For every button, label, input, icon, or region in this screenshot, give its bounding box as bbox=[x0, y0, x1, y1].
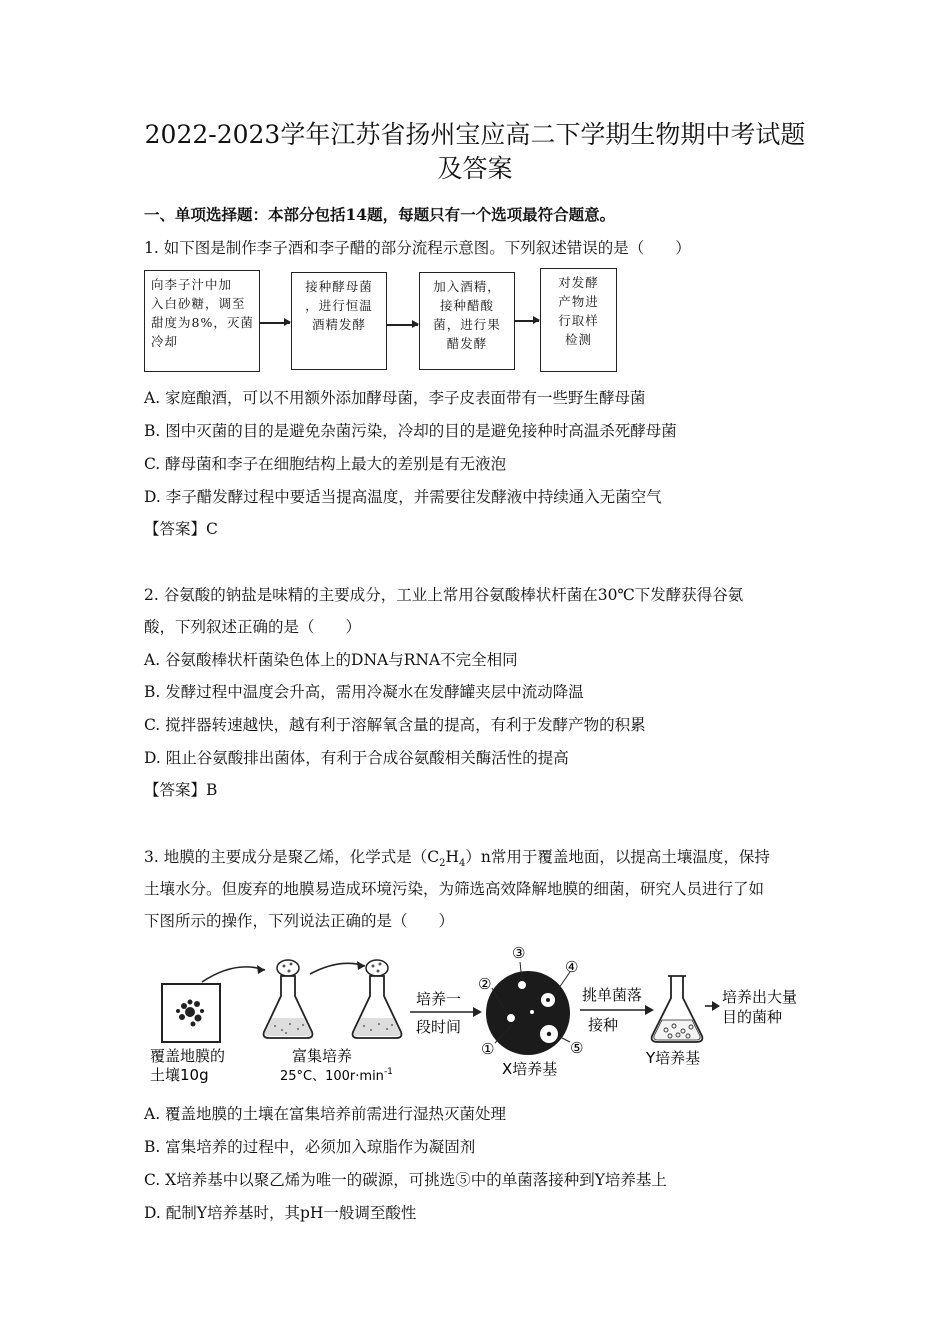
arrow-culture-label-1: 培养一 bbox=[416, 990, 462, 1008]
q2-option-d: D. 阻止谷氨酸排出菌体，有利于合成谷氨酸相关酶活性的提高 bbox=[144, 749, 569, 767]
flow-box-1 bbox=[144, 270, 260, 372]
arrow-culture-label-2: 段时间 bbox=[416, 1018, 462, 1036]
curved-arrow-2 bbox=[310, 963, 365, 974]
condition-superscript: -1 bbox=[383, 1067, 393, 1077]
q1-answer: 【答案】C bbox=[144, 520, 218, 538]
q2-option-c: C. 搅拌器转速越快，越有利于溶解氧含量的提高，有利于发酵产物的积累 bbox=[144, 716, 646, 734]
q3-stem-part: ）n常用于覆盖地面，以提高土壤温度，保持 bbox=[465, 848, 770, 866]
x-medium-label: X培养基 bbox=[502, 1060, 558, 1078]
q1-stem: 1. 如下图是制作李子酒和李子醋的部分流程示意图。下列叙述错误的是（ ） bbox=[144, 239, 691, 257]
flow-box-1-line: 入白砂糖，调至 bbox=[151, 296, 246, 311]
marker-5: ⑤ bbox=[570, 1039, 584, 1057]
flow-box-4-line: 产物进 bbox=[558, 294, 599, 309]
enrichment-label: 富集培养 bbox=[292, 1047, 353, 1065]
condition-value: 25°C、100r·min bbox=[280, 1069, 384, 1084]
q3-option-d: D. 配制Y培养基时，其pH一般调至酸性 bbox=[144, 1204, 417, 1222]
q2-stem-line2: 酸，下列叙述正确的是（ ） bbox=[144, 618, 362, 636]
q3-option-c: C. X培养基中以聚乙烯为唯一的碳源，可挑选⑤中的单菌落接种到Y培养基上 bbox=[144, 1171, 667, 1189]
enrichment-flask-1 bbox=[264, 960, 313, 1038]
flow-box-2-line: ，进行恒温 bbox=[305, 298, 373, 313]
marker-3: ③ bbox=[512, 944, 526, 962]
enrichment-flask-2 bbox=[353, 960, 402, 1038]
flow-box-4-line: 行取样 bbox=[558, 313, 599, 328]
q1-option-d: D. 李子醋发酵过程中要适当提高温度，并需要往发酵液中持续通入无菌空气 bbox=[144, 488, 662, 506]
flow-box-4-line: 对发酵 bbox=[558, 275, 599, 290]
curved-arrow-1 bbox=[202, 967, 265, 982]
q3-stem-line1 bbox=[144, 847, 770, 874]
flow-box-4-line: 检测 bbox=[564, 332, 592, 347]
flow-box-3 bbox=[419, 272, 515, 370]
q3-figure bbox=[140, 940, 820, 1090]
q2-option-a: A. 谷氨酸棒状杆菌染色体上的DNA与RNA不完全相同 bbox=[144, 651, 518, 669]
marker-1: ① bbox=[481, 1040, 495, 1058]
flow-box-2-line: 酒精发酵 bbox=[311, 317, 366, 332]
flow-arrow-2 bbox=[387, 324, 418, 326]
flow-box-2-line: 接种酵母菌 bbox=[305, 279, 373, 294]
soil-label-2: 土壤10g bbox=[150, 1066, 209, 1084]
flow-box-2 bbox=[291, 272, 387, 370]
flow-box-1-line: 甜度为8%，灭菌 bbox=[151, 315, 254, 330]
q1-option-b: B. 图中灭菌的目的是避免杂菌污染，冷却的目的是避免接种时高温杀死酵母菌 bbox=[144, 422, 677, 440]
q2-answer: 【答案】B bbox=[144, 781, 218, 799]
arrowhead bbox=[473, 1007, 482, 1017]
flow-box-3-line: 加入酒精， bbox=[433, 279, 501, 294]
marker-2: ② bbox=[478, 975, 492, 993]
q3-subscript: 2 bbox=[439, 858, 446, 870]
q3-stem-part: H bbox=[445, 848, 459, 866]
y-medium-label: Y培养基 bbox=[646, 1049, 701, 1067]
arrowhead bbox=[357, 961, 365, 970]
flow-box-1-line: 向李子汁中加 bbox=[151, 277, 233, 292]
q3-stem-line3: 下图所示的操作，下列说法正确的是（ ） bbox=[144, 912, 455, 930]
q3-stem-line2: 土壤水分。但废弃的地膜易造成环境污染，为筛选高效降解地膜的细菌，研究人员进行了如 bbox=[144, 880, 765, 898]
q3-subscript: 4 bbox=[458, 858, 466, 870]
q3-option-a: A. 覆盖地膜的土壤在富集培养前需进行湿热灭菌处理 bbox=[144, 1105, 507, 1123]
arrow-pick-label-1: 挑单菌落 bbox=[582, 986, 643, 1004]
q3-option-b: B. 富集培养的过程中，必须加入琼脂作为凝固剂 bbox=[144, 1138, 476, 1156]
document-title-line2: 及答案 bbox=[437, 154, 513, 183]
condition-label bbox=[280, 1067, 393, 1084]
arrowhead bbox=[645, 1005, 654, 1015]
q1-option-c: C. 酵母菌和李子在细胞结构上最大的差别是有无液泡 bbox=[144, 455, 507, 473]
q2-stem-line1: 2. 谷氨酸的钠盐是味精的主要成分，工业上常用谷氨酸棒状杆菌在30℃下发酵获得谷氨 bbox=[144, 586, 744, 604]
section-heading: 一、单项选择题：本部分包括14题，每题只有一个选项最符合题意。 bbox=[144, 205, 616, 224]
q2-option-b: B. 发酵过程中温度会升高，需用冷凝水在发酵罐夹层中流动降温 bbox=[144, 683, 584, 701]
flow-box-4 bbox=[540, 268, 617, 372]
soil-label-1: 覆盖地膜的 bbox=[150, 1047, 226, 1065]
x-medium-dish bbox=[486, 971, 570, 1055]
result-label-2: 目的菌种 bbox=[722, 1008, 783, 1026]
arrow-pick-label-2: 接种 bbox=[588, 1016, 619, 1034]
result-label-1: 培养出大量 bbox=[722, 988, 798, 1006]
flow-box-1-line: 冷却 bbox=[151, 334, 179, 349]
y-medium-flask bbox=[652, 976, 703, 1042]
arrowhead bbox=[712, 1001, 720, 1011]
soil-sample bbox=[162, 984, 220, 1042]
arrowhead bbox=[257, 965, 265, 974]
q1-option-a: A. 家庭酿酒，可以不用额外添加酵母菌，李子皮表面带有一些野生酵母菌 bbox=[144, 389, 646, 407]
q3-stem-part: 3. 地膜的主要成分是聚乙烯，化学式是（C bbox=[144, 848, 440, 866]
flow-arrow-3 bbox=[515, 320, 539, 322]
flow-arrow-1 bbox=[260, 322, 290, 324]
flow-box-3-line: 接种醋酸 bbox=[439, 298, 494, 313]
flow-box-3-line: 醋发酵 bbox=[446, 336, 488, 351]
marker-4: ④ bbox=[565, 958, 579, 976]
flow-box-3-line: 菌，进行果 bbox=[433, 317, 501, 332]
document-title-line1: 2022-2023学年江苏省扬州宝应高二下学期生物期中考试题 bbox=[144, 120, 806, 149]
